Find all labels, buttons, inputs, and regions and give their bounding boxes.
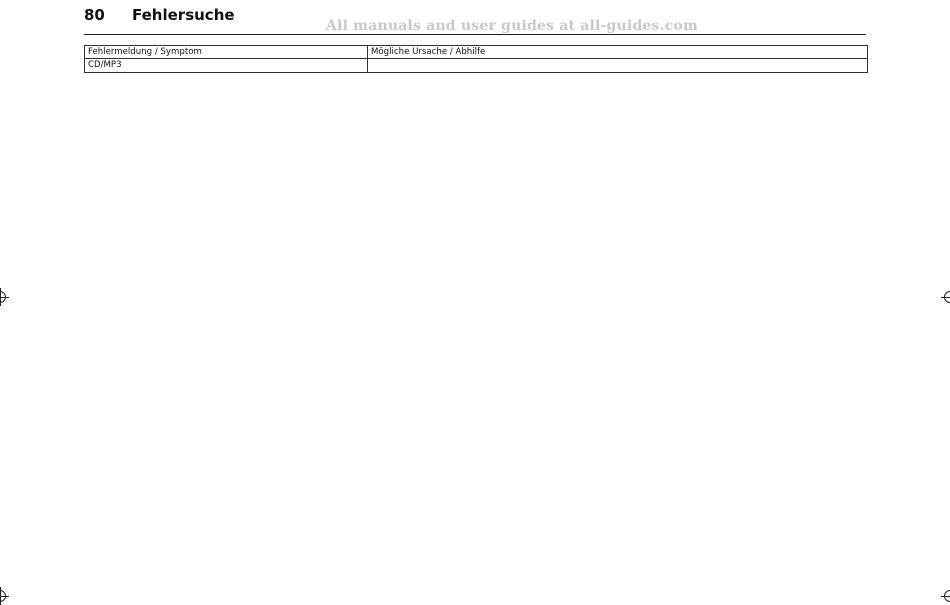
page-number: 80: [84, 6, 105, 24]
registration-mark-icon: [944, 590, 950, 602]
page-header: [84, 4, 866, 35]
troubleshooting-table: [84, 45, 868, 73]
registration-mark-icon: [944, 291, 950, 303]
column-header-cause: Mögliche Ursache / Abhilfe: [368, 46, 868, 59]
section-title: Fehlersuche: [132, 6, 235, 24]
registration-mark-icon: [0, 590, 6, 602]
registration-mark-icon: [0, 291, 6, 303]
section-empty-cell: [368, 59, 868, 72]
table-header-row: [85, 46, 868, 59]
column-header-symptom: Fehlermeldung / Symptom: [85, 46, 368, 59]
watermark: All manuals and user guides at all-guides.com: [326, 18, 698, 34]
section-row: [85, 59, 868, 72]
table-body: [85, 59, 868, 72]
section-title-cell: CD/MP3: [85, 59, 368, 72]
